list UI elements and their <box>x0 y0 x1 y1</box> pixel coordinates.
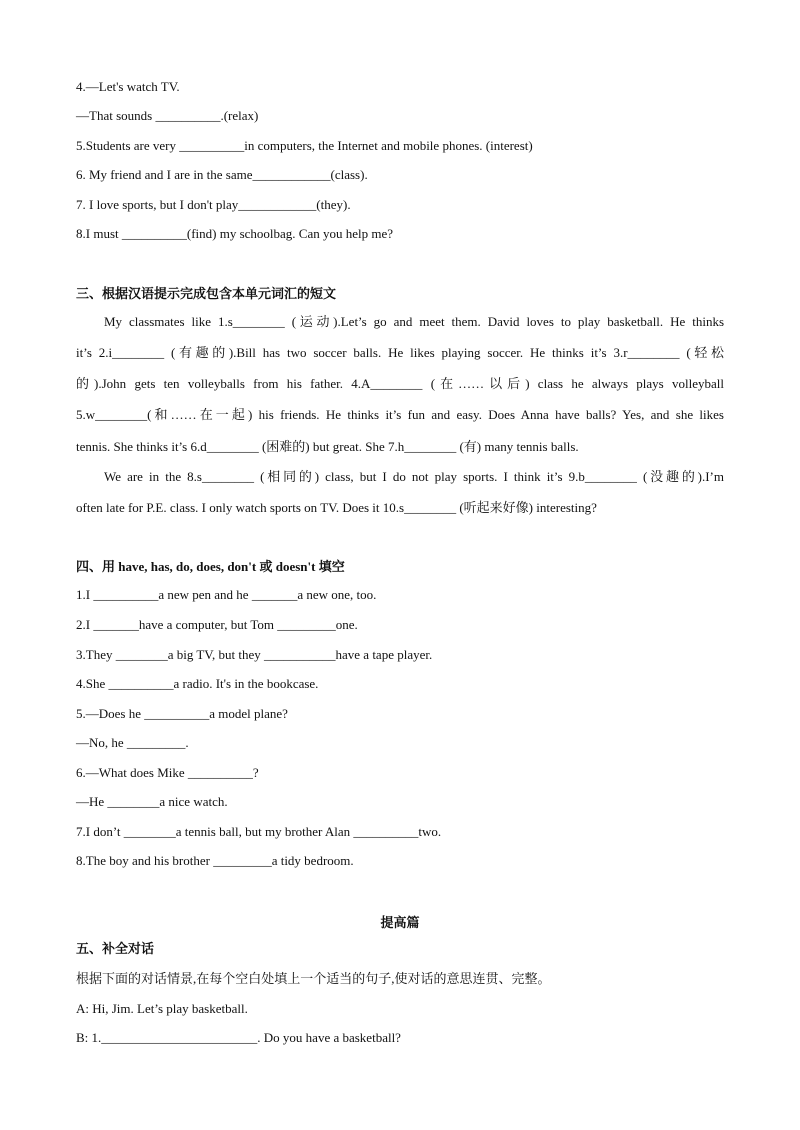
exercise-item: —That sounds __________.(relax) <box>76 108 259 123</box>
exercise-item: —No, he _________. <box>76 735 189 750</box>
exercise-item: 7. I love sports, but I don't play____________(they). <box>76 197 351 212</box>
exercise-item: 4.She __________a radio. It's in the bookcase. <box>76 676 319 691</box>
section-5-instruction: 根据下面的对话情景,在每个空白处填上一个适当的句子,使对话的意思连贯、完整。 <box>76 971 551 986</box>
passage-line: 的).John gets ten volleyballs from his father. 4.A________ (在……以后) class he always plays volleyball <box>76 376 724 391</box>
section-3-title: 三、根据汉语提示完成包含本单元词汇的短文 <box>76 286 337 301</box>
section-4-title: 四、用 have, has, do, does, don't 或 doesn't 填空 <box>76 559 345 574</box>
exercise-item: 8.The boy and his brother _________a tidy bedroom. <box>76 853 354 868</box>
exercise-item: 7.I don’t ________a tennis ball, but my brother Alan __________two. <box>76 824 442 839</box>
exercise-item: 5.Students are very __________in computers, the Internet and mobile phones. (interest) <box>76 138 533 153</box>
passage-line: 5.w________(和……在一起) his friends. He thinks it’s fun and easy. Does Anna have balls? Yes, and she likes <box>76 407 724 422</box>
exercise-item: 6.—What does Mike __________? <box>76 765 259 780</box>
exercise-item: —He ________a nice watch. <box>76 794 228 809</box>
dialogue-line: B: 1.________________________. Do you have a basketball? <box>76 1030 401 1045</box>
passage-line: often late for P.E. class. I only watch sports on TV. Does it 10.s________ (听起来好像) interesting? <box>76 500 597 515</box>
exercise-item: 1.I __________a new pen and he _______a new one, too. <box>76 587 377 602</box>
exercise-item: 2.I _______have a computer, but Tom _________one. <box>76 617 358 632</box>
passage-line: tennis. She thinks it’s 6.d________ (困难的) but great. She 7.h________ (有) many tennis balls. <box>76 439 579 454</box>
passage-line: My classmates like 1.s________ (运动).Let’s go and meet them. David loves to play basketball. He thinks <box>104 314 724 329</box>
exercise-item: 3.They ________a big TV, but they ___________have a tape player. <box>76 647 433 662</box>
passage-line: We are in the 8.s________ (相同的) class, but I do not play sports. I think it’s 9.b________ (没趣的).I’m <box>104 469 724 484</box>
dialogue-line: A: Hi, Jim. Let’s play basketball. <box>76 1001 248 1016</box>
passage-line: it’s 2.i________ (有趣的).Bill has two soccer balls. He likes playing soccer. He thinks it’s 3.r________ (轻松 <box>76 345 724 360</box>
advanced-title: 提高篇 <box>380 915 420 930</box>
exercise-item: 6. My friend and I are in the same____________(class). <box>76 167 368 182</box>
exercise-item: 5.—Does he __________a model plane? <box>76 706 288 721</box>
exercise-item: 4.—Let's watch TV. <box>76 79 180 94</box>
exercise-item: 8.I must __________(find) my schoolbag. Can you help me? <box>76 226 394 241</box>
section-5-title: 五、补全对话 <box>76 941 155 956</box>
